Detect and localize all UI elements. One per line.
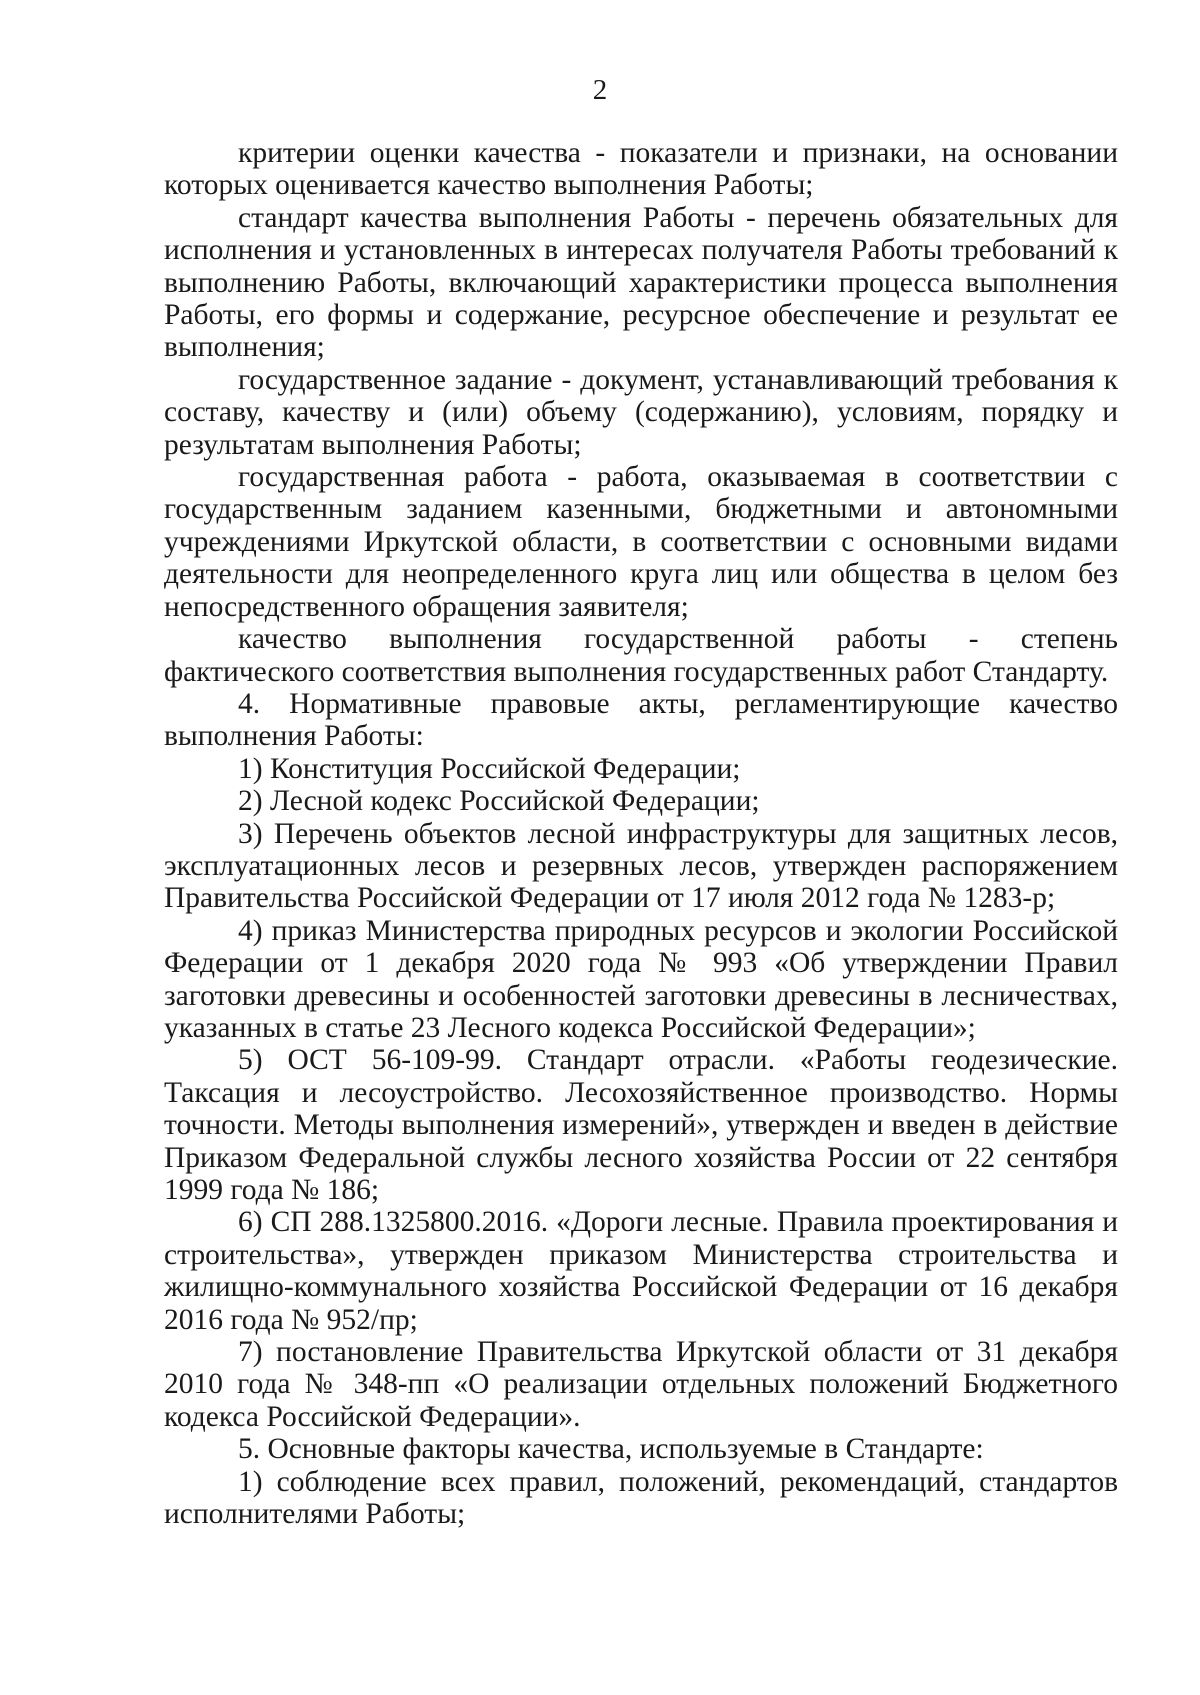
document-body xyxy=(164,137,1118,1530)
list-item-forest-code: 2) Лесной кодекс Российской Федерации; xyxy=(238,785,760,818)
list-item-sp-standard: 6) СП 288.1325800.2016. «Дороги лесные. Правила проектирования и строительства», утвержден приказом Министерства строительства и жилищно-коммунального хозяйства Российской Федерации от 16 декабря 2016 года № 952/пр; xyxy=(164,1206,1118,1336)
list-item-ost-standard: 5) ОСТ 56-109-99. Стандарт отрасли. «Работы геодезические. Таксация и лесоустройство. Лесохозяйственное производство. Нормы точности. Методы выполнения измерений», утвержден и введен в действие Приказом Федеральной службы лесного хозяйства России от 22 сентября 1999 года № 186; xyxy=(164,1044,1118,1206)
list-item-government-resolution: 7) постановление Правительства Иркутской области от 31 декабря 2010 года № 348-пп «О реализации отдельных положений Бюджетного кодекса Российской Федерации». xyxy=(164,1336,1118,1433)
section-4-heading: 4. Нормативные правовые акты, регламентирующие качество выполнения Работы: xyxy=(164,687,1118,753)
list-item-compliance: 1) соблюдение всех правил, положений, рекомендаций, стандартов исполнителями Работы; xyxy=(164,1465,1118,1531)
paragraph-state-work: государственная работа - работа, оказываемая в соответствии с государственным заданием казенными, бюджетными и автономными учреждениями Иркутской области, в соответствии с основными видами деятельности для неопределенного круга лиц или общества в целом без непосредственного обращения заявителя; xyxy=(164,461,1118,623)
list-item-infrastructure-list: 3) Перечень объектов лесной инфраструктуры для защитных лесов, эксплуатационных лесов и резервных лесов, утвержден распоряжением Правительства Российской Федерации от 17 июля 2012 года № 1283-р; xyxy=(164,817,1118,915)
paragraph-work-quality: качество выполнения государственной работы - степень фактического соответствия выполнения государственных работ Стандарту. xyxy=(164,623,1118,688)
page-number: 2 xyxy=(592,74,608,106)
paragraph-quality-standard: стандарт качества выполнения Работы - перечень обязательных для исполнения и установленных в интересах получателя Работы требований к выполнению Работы, включающий характеристики процесса выполнения Работы, его формы и содержание, ресурсное обеспечение и результат ее выполнения; xyxy=(164,201,1118,364)
paragraph-state-assignment: государственное задание - документ, устанавливающий требования к составу, качеству и (или) объему (содержанию), условиям, порядку и результатам выполнения Работы; xyxy=(164,363,1118,461)
list-item-ministry-order: 4) приказ Министерства природных ресурсов и экологии Российской Федерации от 1 декабря 2020 года № 993 «Об утверждении Правил заготовки древесины и особенностей заготовки древесины в лесничествах, указанных в статье 23 Лесного кодекса Российской Федерации»; xyxy=(164,914,1118,1044)
list-item-constitution: 1) Конституция Российской Федерации; xyxy=(238,752,741,785)
section-5-heading: 5. Основные факторы качества, используемые в Стандарте: xyxy=(238,1433,984,1466)
paragraph-quality-criteria: критерии оценки качества - показатели и признаки, на основании которых оценивается качество выполнения Работы; xyxy=(164,137,1118,202)
